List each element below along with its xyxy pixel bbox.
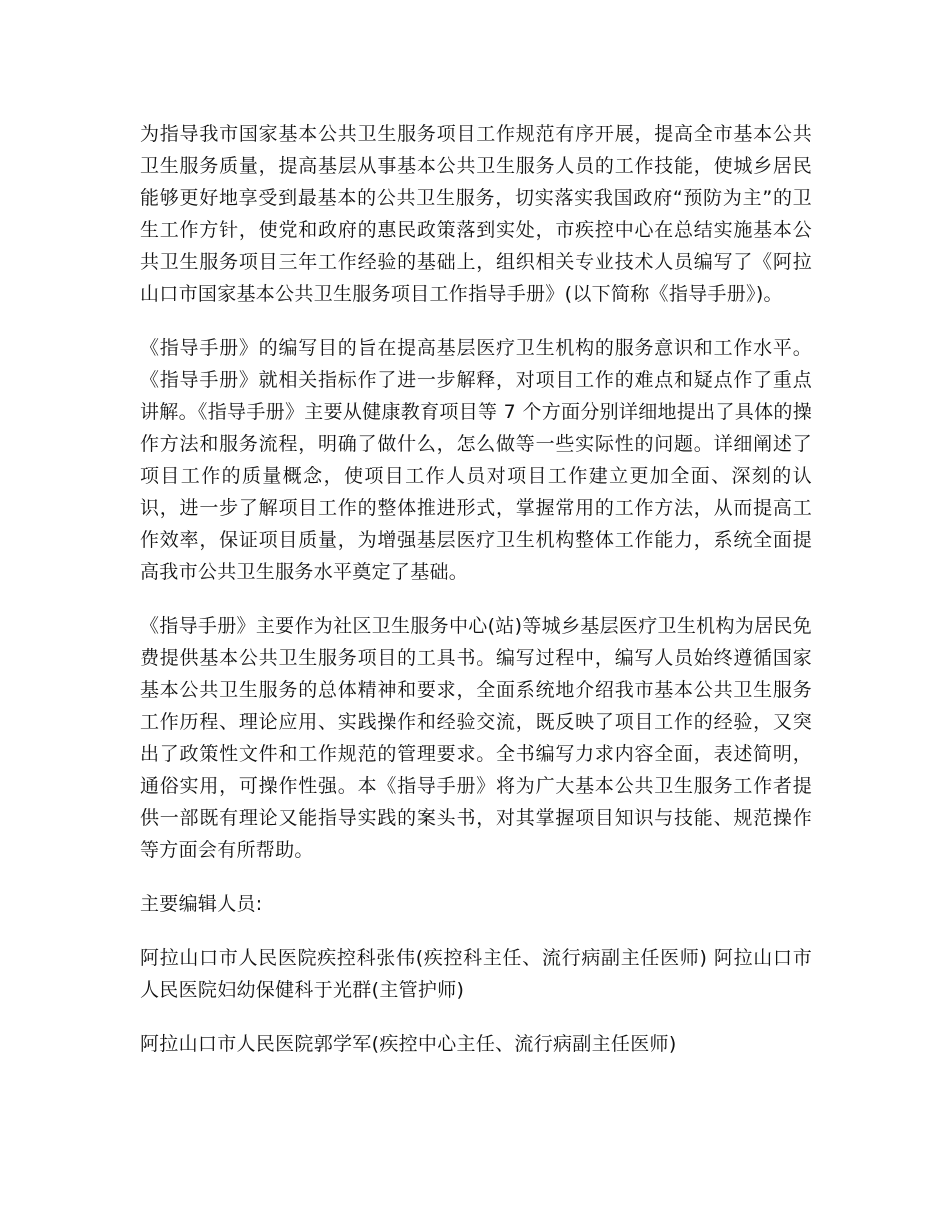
editors-list-1: 阿拉山口市人民医院疾控科张伟(疾控科主任、流行病副主任医师) 阿拉山口市人民医院妇幼保健科于光群(主管护师) [140,947,812,1001]
preface-paragraph-2: 《指导手册》的编写目的旨在提高基层医疗卫生机构的服务意识和工作水平。《指导手册》就相关指标作了进一步解释，对项目工作的难点和疑点作了重点讲解。《指导手册》主要从健康教育项目等 7 个方面分别详细地提出了具体的操作方法和服务流程，明确了做什么，怎么做等一些实际性的问题。详细阐述了项目工作的质量概念，使项目工作人员对项目工作建立更加全面、深刻的认识，进一步了解项目工作的整体推进形式，掌握常用的工作方法，从而提高工作效率，保证项目质量，为增强基层医疗卫生机构整体工作能力，系统全面提高我市公共卫生服务水平奠定了基础。 [140,337,812,583]
editors-list-2: 阿拉山口市人民医院郭学军(疾控中心主任、流行病副主任医师) [140,1033,677,1055]
preface-paragraph-3: 《指导手册》主要作为社区卫生服务中心(站)等城乡基层医疗卫生机构为居民免费提供基本公共卫生服务项目的工具书。编写过程中，编写人员始终遵循国家基本公共卫生服务的总体精神和要求，全面系统地介绍我市基本公共卫生服务工作历程、理论应用、实践操作和经验交流，既反映了项目工作的经验，又突出了政策性文件和工作规范的管理要求。全书编写力求内容全面，表述简明，通俗实用，可操作性强。本《指导手册》将为广大基本公共卫生服务工作者提供一部既有理论又能指导实践的案头书，对其掌握项目知识与技能、规范操作等方面会有所帮助。 [140,615,812,861]
preface-paragraph-1: 为指导我市国家基本公共卫生服务项目工作规范有序开展，提高全市基本公共卫生服务质量，提高基层从事基本公共卫生服务人员的工作技能，使城乡居民能够更好地享受到最基本的公共卫生服务，切实落实我国政府“预防为主”的卫生工作方针，使党和政府的惠民政策落到实处，市疾控中心在总结实施基本公共卫生服务项目三年工作经验的基础上，组织相关专业技术人员编写了《阿拉山口市国家基本公共卫生服务项目工作指导手册》(以下简称《指导手册》)。 [140,123,812,305]
document-body [140,118,812,1082]
editors-heading: 主要编辑人员: [140,893,263,915]
